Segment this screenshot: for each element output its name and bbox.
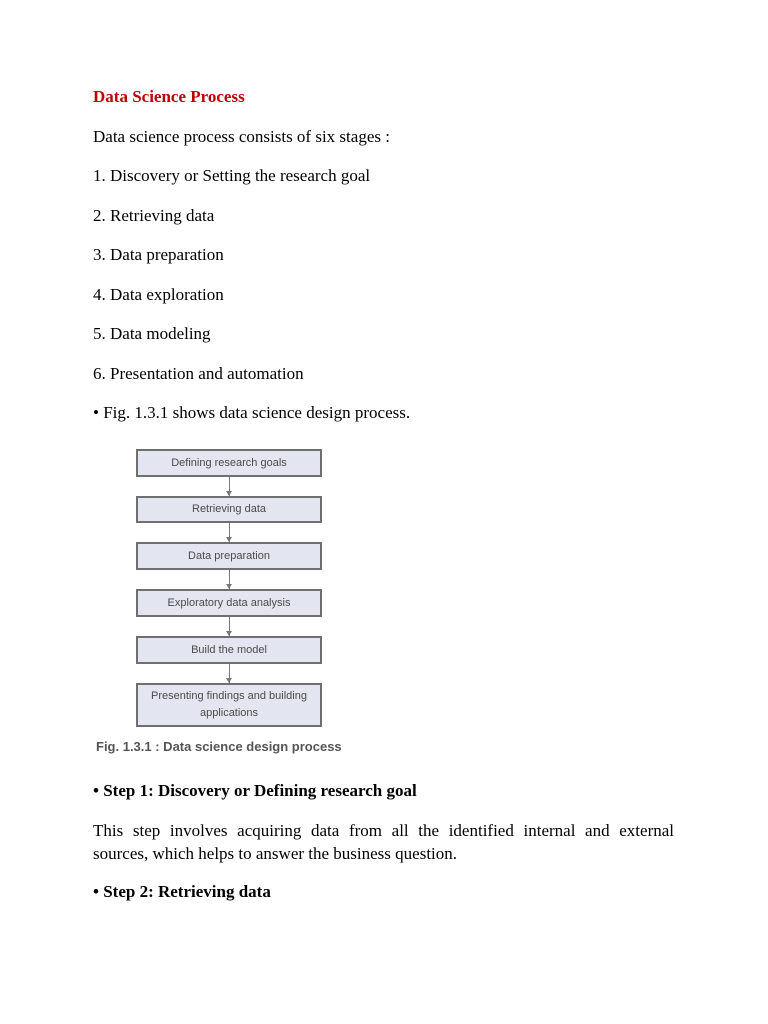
stage-item-3: 3. Data preparation (93, 245, 224, 264)
flow-box-data-preparation: Data preparation (136, 542, 322, 570)
doc-title: Data Science Process (93, 87, 245, 106)
flow-arrow (229, 617, 230, 636)
flow-box-defining-research-goals: Defining research goals (136, 449, 322, 477)
stage-item-1: 1. Discovery or Setting the research goal (93, 166, 371, 185)
figure-reference: • Fig. 1.3.1 shows data science design process. (93, 403, 411, 422)
flow-box-build-the-model: Build the model (136, 636, 322, 664)
flow-box-retrieving-data: Retrieving data (136, 496, 322, 523)
step1-paragraph: This step involves acquiring data from all the identified internal and external sources, which helps to answer the business question. (93, 821, 674, 863)
intro-text: Data science process consists of six stages : (93, 127, 390, 146)
figure-caption: Fig. 1.3.1 : Data science design process (96, 739, 342, 754)
flow-arrow (229, 477, 230, 496)
flow-arrow (229, 523, 230, 542)
stage-item-5: 5. Data modeling (93, 324, 211, 343)
step1-heading: • Step 1: Discovery or Defining research goal (93, 781, 417, 800)
step2-heading: • Step 2: Retrieving data (93, 882, 271, 901)
process-flow-figure (96, 444, 366, 760)
flow-arrow (229, 570, 230, 589)
stage-item-6: 6. Presentation and automation (93, 364, 304, 383)
stage-item-4: 4. Data exploration (93, 285, 224, 304)
flow-box-exploratory-data-analysis: Exploratory data analysis (136, 589, 322, 617)
stage-item-2: 2. Retrieving data (93, 206, 215, 225)
flow-box-presenting-findings: Presenting findings and building applications (136, 683, 322, 727)
flow-arrow (229, 664, 230, 683)
